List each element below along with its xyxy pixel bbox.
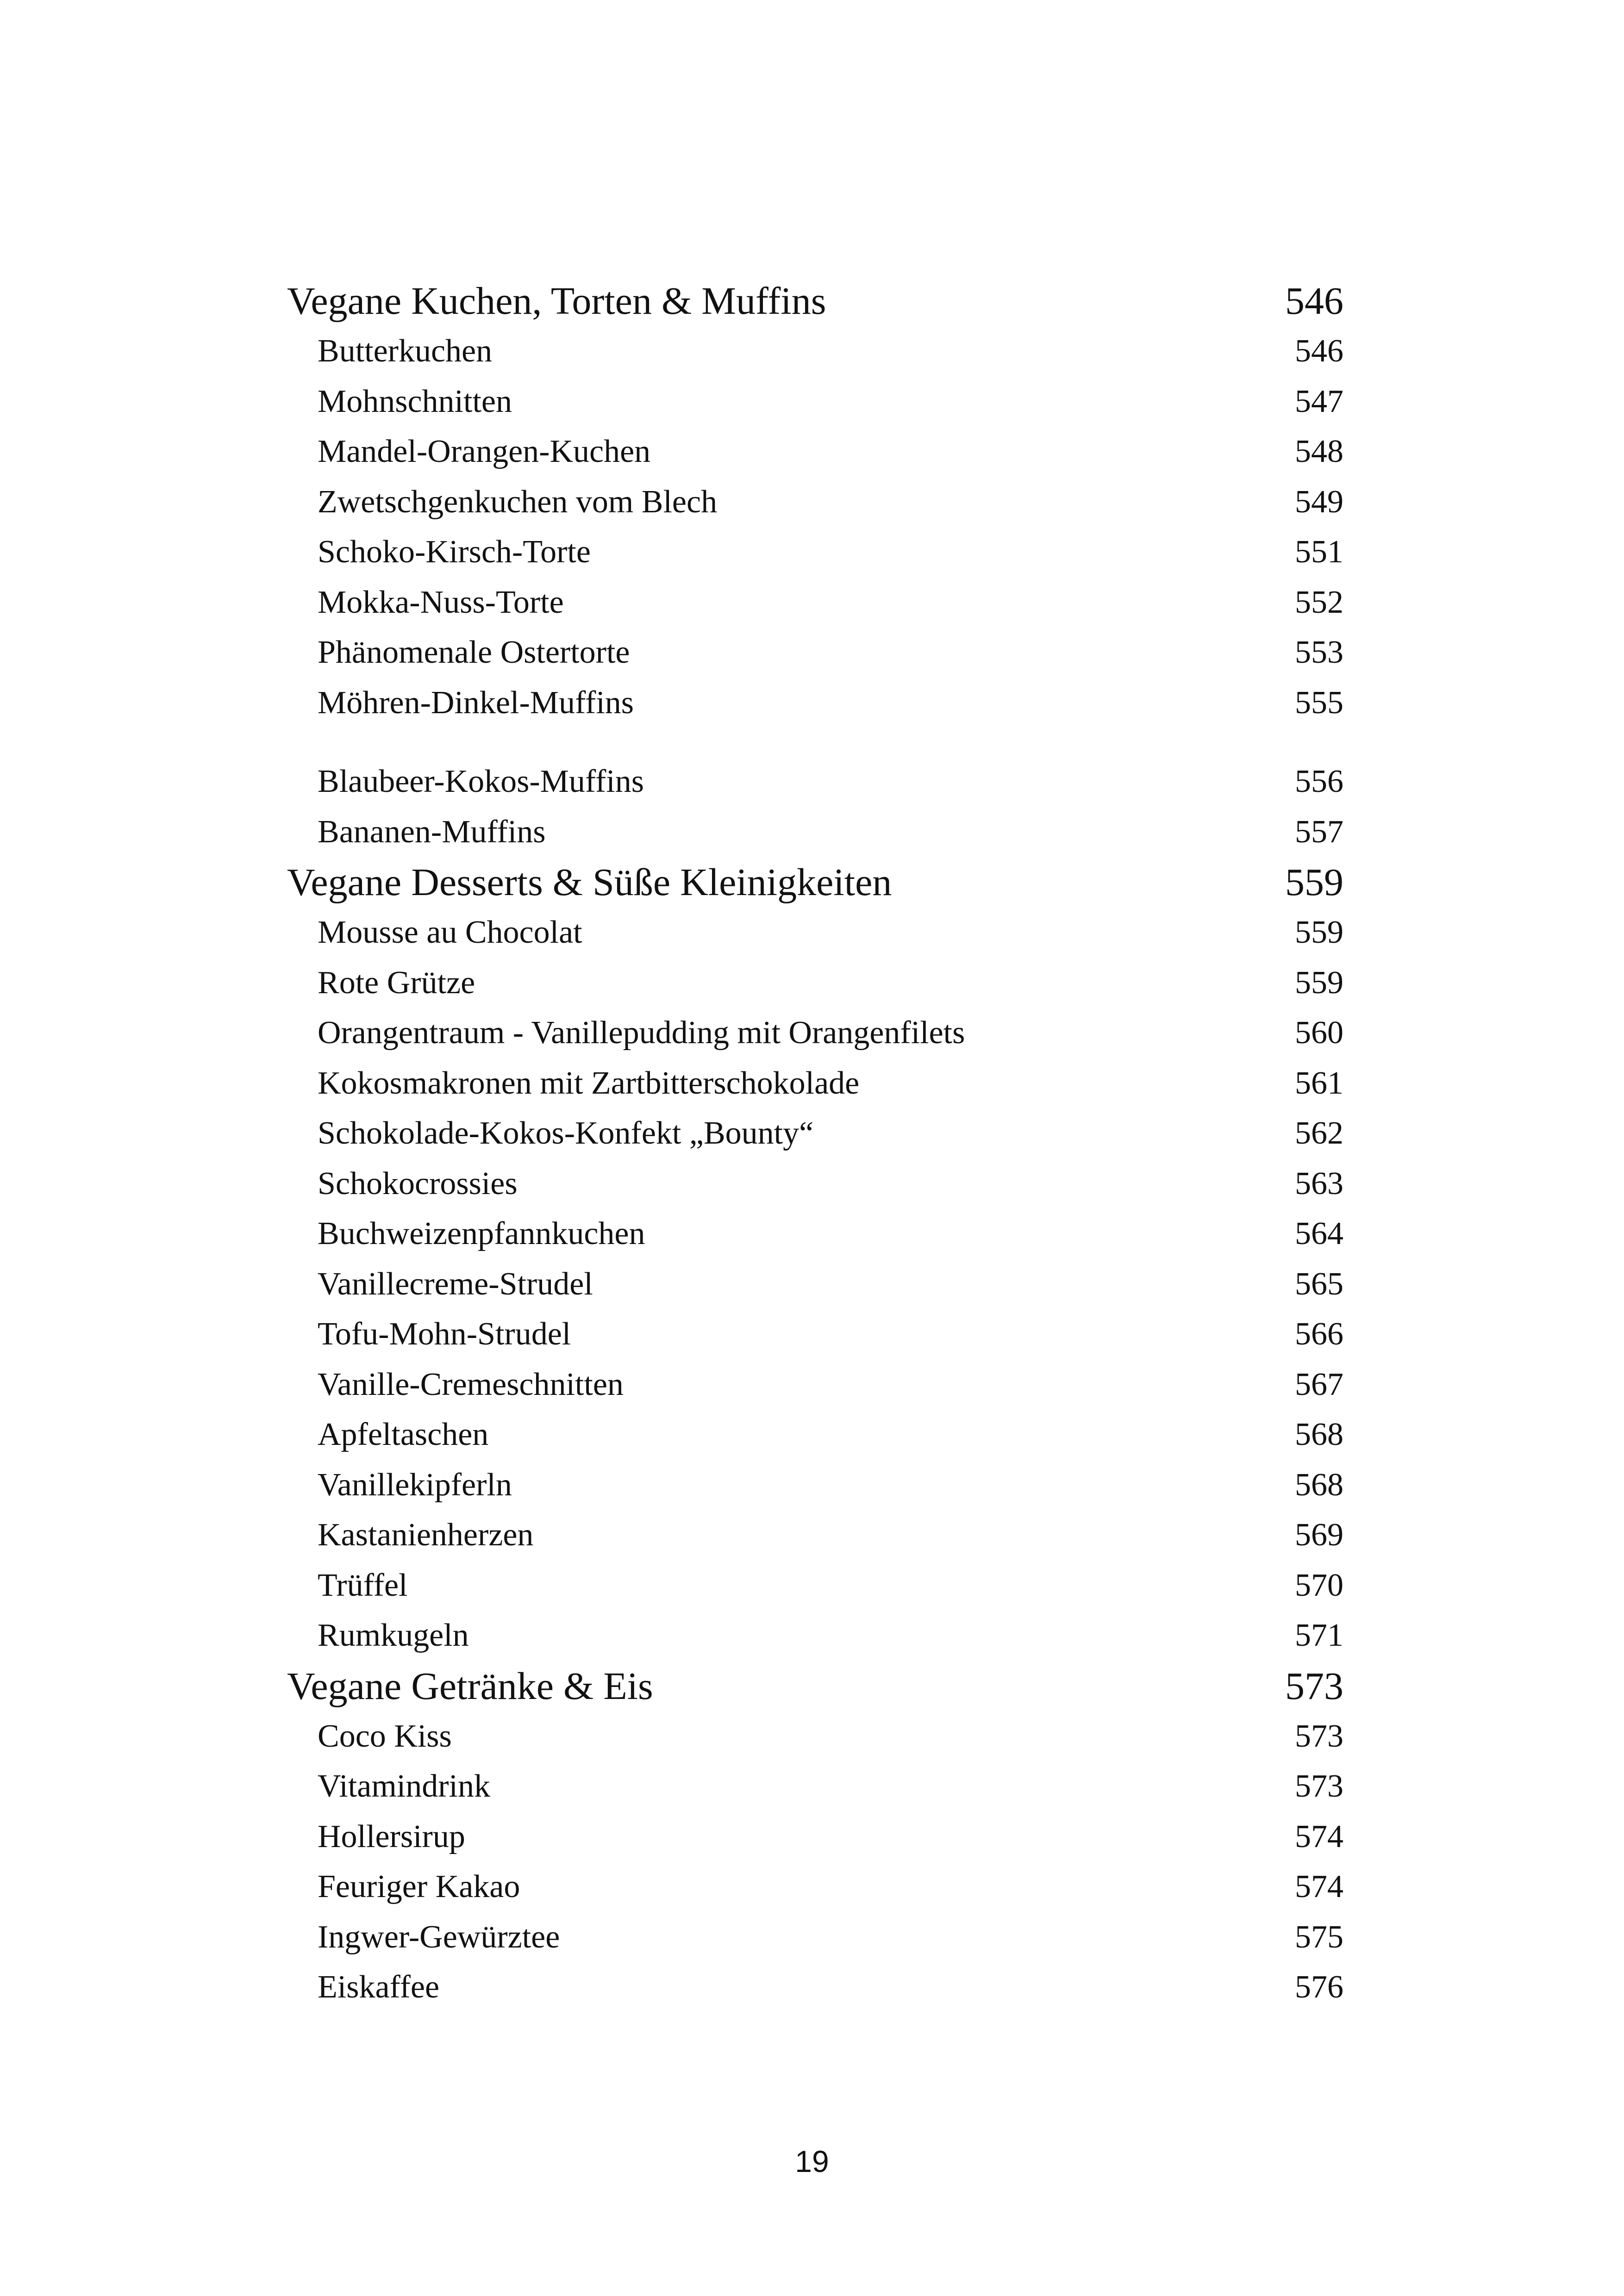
toc-entry-title: Kokosmakronen mit Zartbitterschokolade (318, 1065, 860, 1101)
toc-entry-page: 574 (1295, 1869, 1343, 1904)
toc-entry[interactable] (287, 377, 1343, 427)
toc-entry-title: Coco Kiss (318, 1718, 452, 1754)
toc-entry-title: Ingwer-Gewürztee (318, 1919, 560, 1955)
toc-entry-page: 564 (1295, 1216, 1343, 1251)
toc-entry-page: 567 (1295, 1366, 1343, 1402)
toc-entry[interactable] (287, 1711, 1343, 1762)
toc-entry-page: 576 (1295, 1969, 1343, 2005)
toc-entry[interactable] (287, 908, 1343, 958)
toc-entry-page: 561 (1295, 1065, 1343, 1101)
toc-entry-title: Apfeltaschen (318, 1417, 489, 1452)
toc-entry-title: Bananen-Muffins (318, 814, 546, 850)
toc-entry-page: 565 (1295, 1266, 1343, 1302)
toc-spacer (287, 728, 1343, 757)
page-number: 19 (795, 2144, 829, 2178)
toc-entry[interactable] (287, 1259, 1343, 1310)
toc-entry-title: Schokocrossies (318, 1165, 518, 1201)
toc-entry[interactable] (287, 1108, 1343, 1159)
toc-entry-page: 566 (1295, 1316, 1343, 1352)
toc-entry[interactable] (287, 1812, 1343, 1862)
toc-entry-title: Feuriger Kakao (318, 1869, 520, 1904)
toc-entry-title: Mokka-Nuss-Torte (318, 584, 564, 620)
toc-entry-page: 570 (1295, 1567, 1343, 1603)
toc-entry-title: Trüffel (318, 1567, 408, 1603)
toc-entry-title: Zwetschgenkuchen vom Blech (318, 484, 718, 520)
toc-entry-page: 568 (1295, 1467, 1343, 1503)
toc-entry-page: 551 (1295, 534, 1343, 570)
toc-entry-title: Vanillekipferln (318, 1467, 512, 1503)
toc-entry-page: 568 (1295, 1417, 1343, 1452)
toc-entry-title: Orangentraum - Vanillepudding mit Orangenfilets (318, 1015, 965, 1051)
toc-entry[interactable] (287, 1058, 1343, 1109)
toc-section-page: 573 (1285, 1664, 1343, 1708)
toc-entry[interactable] (287, 958, 1343, 1008)
toc-entry-page: 555 (1295, 684, 1343, 721)
toc-entry[interactable] (287, 1561, 1343, 1611)
toc-entry-page: 569 (1295, 1517, 1343, 1553)
toc-entry-title: Vanille-Cremeschnitten (318, 1366, 624, 1402)
toc-entry-page: 571 (1295, 1618, 1343, 1653)
table-of-contents (287, 276, 1343, 2013)
toc-entry-page: 573 (1295, 1768, 1343, 1804)
toc-entry-title: Schoko-Kirsch-Torte (318, 534, 591, 570)
toc-entry-page: 549 (1295, 484, 1343, 520)
toc-section-title: Vegane Getränke & Eis (287, 1664, 653, 1708)
toc-entry-title: Mandel-Orangen-Kuchen (318, 434, 651, 469)
toc-entry-page: 559 (1295, 964, 1343, 1001)
toc-entry[interactable] (287, 1962, 1343, 2013)
toc-entry-page: 562 (1295, 1115, 1343, 1151)
toc-section-title: Vegane Desserts & Süße Kleinigkeiten (287, 861, 892, 904)
toc-entry[interactable] (287, 1611, 1343, 1661)
toc-section-heading[interactable] (287, 1661, 1343, 1711)
toc-section-heading[interactable] (287, 276, 1343, 326)
toc-entry[interactable] (287, 1309, 1343, 1360)
toc-entry[interactable] (287, 427, 1343, 477)
toc-entry[interactable] (287, 326, 1343, 377)
toc-entry[interactable] (287, 757, 1343, 807)
toc-entry[interactable] (287, 1008, 1343, 1058)
toc-entry[interactable] (287, 477, 1343, 528)
toc-entry[interactable] (287, 1410, 1343, 1460)
toc-entry[interactable] (287, 1761, 1343, 1812)
toc-entry[interactable] (287, 1912, 1343, 1963)
toc-entry-title: Vanillecreme-Strudel (318, 1266, 593, 1302)
toc-section-heading[interactable] (287, 857, 1343, 908)
toc-entry-title: Schokolade-Kokos-Konfekt „Bounty“ (318, 1115, 814, 1151)
toc-entry-page: 575 (1295, 1919, 1343, 1955)
toc-entry-title: Mohnschnitten (318, 383, 512, 419)
toc-entry[interactable] (287, 628, 1343, 678)
toc-entry-title: Phänomenale Ostertorte (318, 635, 630, 670)
toc-entry-page: 574 (1295, 1818, 1343, 1854)
toc-entry-title: Rumkugeln (318, 1618, 469, 1653)
toc-entry-title: Hollersirup (318, 1818, 465, 1854)
toc-entry-title: Möhren-Dinkel-Muffins (318, 684, 634, 721)
toc-section-page: 546 (1285, 280, 1343, 323)
toc-entry-title: Rote Grütze (318, 964, 475, 1001)
toc-entry-page: 547 (1295, 383, 1343, 419)
toc-entry-page: 556 (1295, 764, 1343, 799)
toc-entry-page: 548 (1295, 434, 1343, 469)
toc-entry-page: 552 (1295, 584, 1343, 620)
toc-entry[interactable] (287, 1862, 1343, 1912)
toc-entry-page: 557 (1295, 814, 1343, 850)
toc-entry[interactable] (287, 1460, 1343, 1511)
toc-entry[interactable] (287, 527, 1343, 578)
toc-entry-page: 553 (1295, 635, 1343, 670)
toc-entry-title: Blaubeer-Kokos-Muffins (318, 764, 644, 799)
toc-entry-page: 559 (1295, 915, 1343, 950)
toc-entry-page: 560 (1295, 1015, 1343, 1051)
toc-entry-page: 573 (1295, 1718, 1343, 1754)
toc-section-title: Vegane Kuchen, Torten & Muffins (287, 280, 826, 323)
toc-entry[interactable] (287, 578, 1343, 628)
toc-entry[interactable] (287, 1360, 1343, 1410)
toc-entry-title: Kastanienherzen (318, 1517, 534, 1553)
toc-entry-title: Buchweizenpfannkuchen (318, 1216, 645, 1251)
toc-entry-page: 563 (1295, 1165, 1343, 1201)
toc-entry[interactable] (287, 1510, 1343, 1561)
toc-entry-title: Mousse au Chocolat (318, 915, 582, 950)
toc-section-page: 559 (1285, 861, 1343, 904)
toc-entry-title: Vitamindrink (318, 1768, 490, 1804)
toc-entry[interactable] (287, 807, 1343, 858)
toc-entry[interactable] (287, 1209, 1343, 1259)
toc-entry-title: Tofu-Mohn-Strudel (318, 1316, 571, 1352)
toc-entry[interactable] (287, 678, 1343, 728)
toc-entry[interactable] (287, 1159, 1343, 1209)
toc-entry-title: Butterkuchen (318, 333, 493, 369)
toc-entry-title: Eiskaffee (318, 1969, 440, 2005)
toc-entry-page: 546 (1295, 333, 1343, 369)
